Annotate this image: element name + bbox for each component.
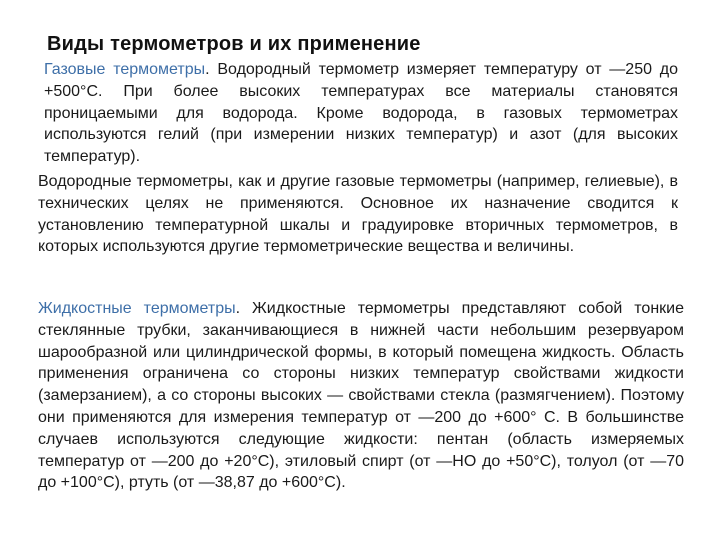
liquid-thermometers-text: . Жидкостные термометры представляют собой тонкие стеклянные трубки, заканчивающиеся в нижней части небольшим резервуаром шарообразной или цилиндрической формы, в который помещена жидкость. Область применения ограничена со стороны низких температур свойствами жидкости (замерзанием), а со стороны высоких — свойствами стекла (размягчением). Поэтому они применяются для измерения температур от —200 до +600° С. В большинстве случаев используются следующие жидкости: пентан (область измеряемых температур от —200 до +20°С), этиловый спирт (от —НО до +50°С), толуол (от —70 до +100°С), ртуть (от —38,87 до +600°С). xyxy=(38,300,684,492)
liquid-thermometers-term: Жидкостные термометры xyxy=(38,300,236,317)
hydrogen-thermometers-text: Водородные термометры, как и другие газовые термометры (например, гелиевые), в технических целях не применяются. Основное их назначение сводится к установлению температурной шкалы и градуировке вторичных термометров, в которых используются другие термометрические вещества и величины. xyxy=(38,173,678,256)
page-title: Виды термометров и их применение xyxy=(47,33,421,55)
gas-thermometers-paragraph xyxy=(44,59,678,168)
gas-thermometers-text: . Водородный термометр измеряет температуру от —250 до +500°С. При более высоких температурах все материалы становятся проницаемыми для водорода. Кроме водорода, в газовых термометрах используются гелий (при измерении низких температур) и азот (для высоких температур). xyxy=(44,61,678,166)
gas-thermometers-term: Газовые термометры xyxy=(44,61,206,78)
liquid-thermometers-paragraph xyxy=(38,298,684,494)
hydrogen-thermometers-paragraph xyxy=(38,171,678,258)
